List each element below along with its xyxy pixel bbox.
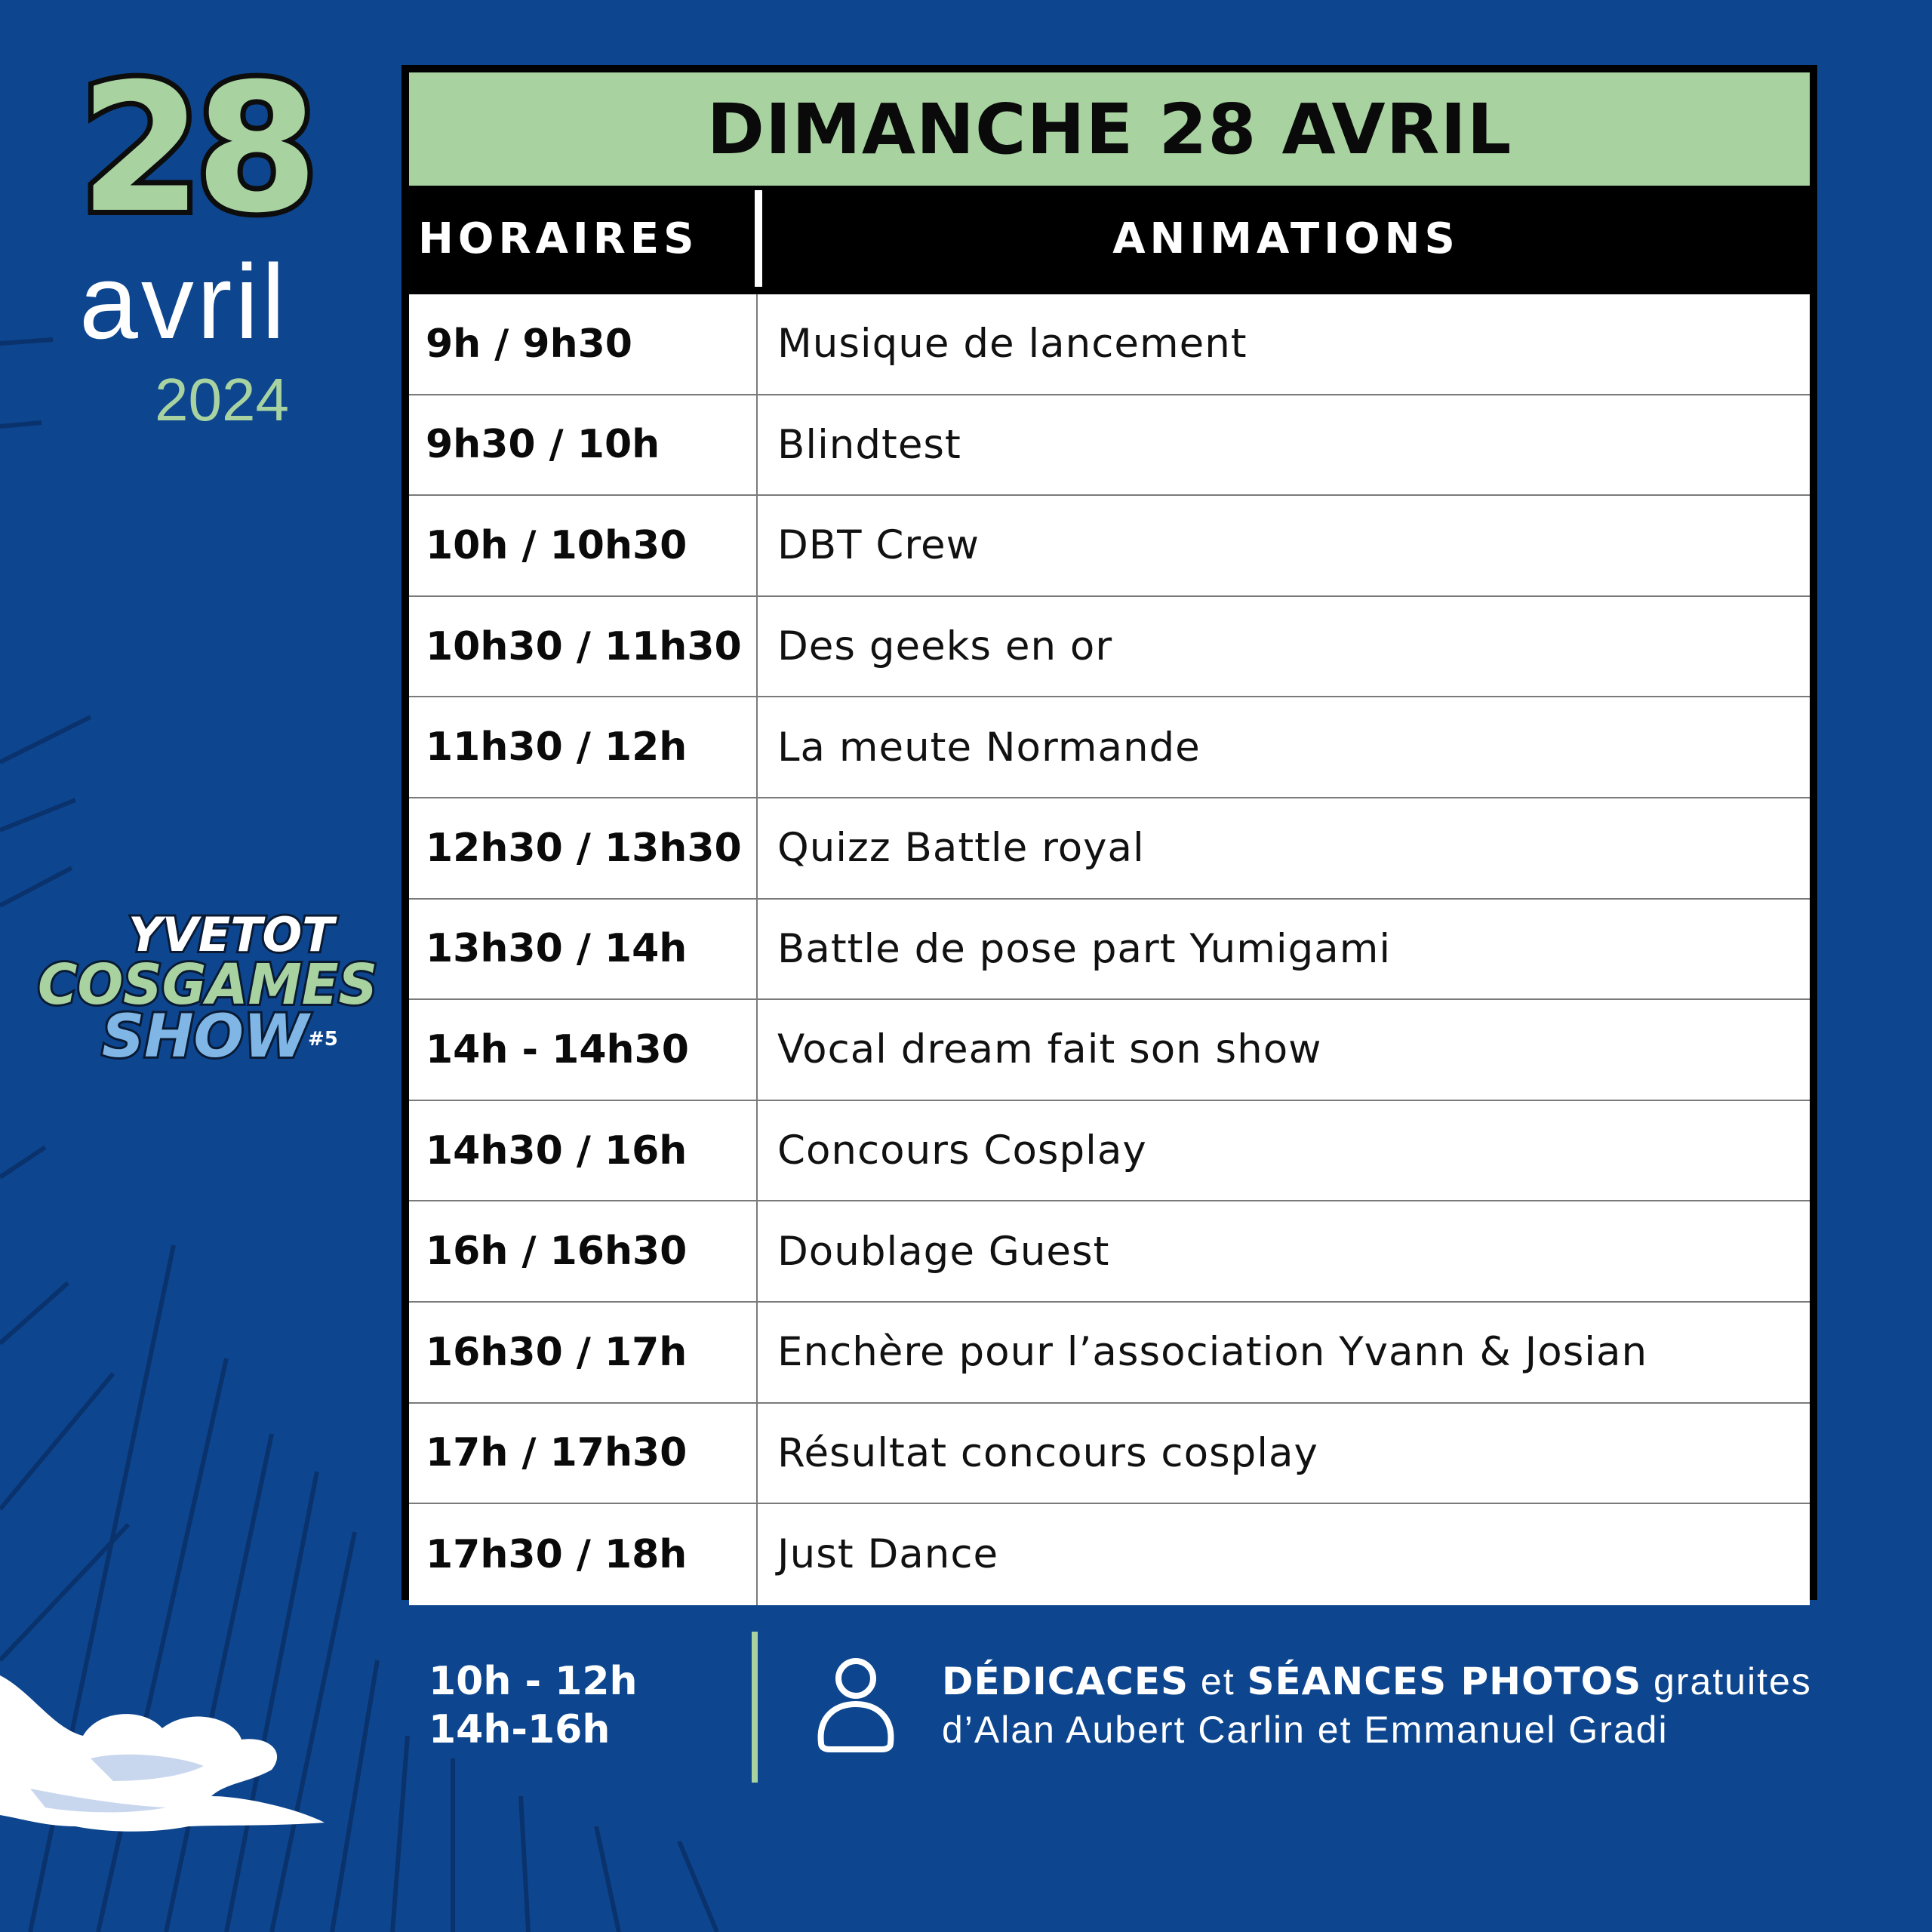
table-row	[409, 1000, 1810, 1101]
activity-cell: Blindtest	[777, 421, 961, 468]
activity-cell: Des geeks en or	[777, 623, 1113, 670]
signing-description	[942, 1657, 1812, 1754]
signing-highlight-2: SÉANCES PHOTOS	[1247, 1660, 1642, 1703]
signing-suffix: gratuites	[1641, 1660, 1812, 1703]
time-cell: 10h / 10h30	[409, 496, 758, 595]
schedule-title-bar	[409, 72, 1810, 186]
table-row	[409, 900, 1810, 1001]
schedule-title: DIMANCHE 28 AVRIL	[706, 88, 1512, 170]
signing-time-afternoon: 14h-16h	[429, 1707, 611, 1752]
time-cell: 13h30 / 14h	[409, 900, 758, 999]
time-cell: 9h30 / 10h	[409, 395, 758, 495]
header-activities: ANIMATIONS	[1112, 214, 1460, 263]
logo-edition: #5	[308, 1028, 338, 1051]
date-year: 2024	[155, 366, 289, 433]
table-row	[409, 294, 1810, 395]
activity-cell: Doublage Guest	[777, 1228, 1110, 1275]
cosgames-show-logo	[30, 894, 385, 1068]
time-cell: 14h - 14h30	[409, 1000, 758, 1100]
time-cell: 10h30 / 11h30	[409, 597, 758, 697]
time-cell: 9h / 9h30	[409, 294, 758, 394]
activity-cell: Battle de pose part Yumigami	[777, 925, 1392, 972]
footer-divider	[752, 1632, 758, 1783]
activity-cell: Quizz Battle royal	[777, 825, 1145, 872]
activity-cell: Enchère pour l’association Yvann & Josian	[777, 1329, 1648, 1376]
table-row	[409, 1101, 1810, 1202]
activity-cell: Musique de lancement	[777, 321, 1247, 368]
time-cell: 17h / 17h30	[409, 1404, 758, 1503]
activity-cell: Just Dance	[777, 1531, 999, 1578]
table-row	[409, 798, 1810, 900]
table-row	[409, 1201, 1810, 1303]
activity-cell: Concours Cosplay	[777, 1128, 1147, 1174]
time-cell: 17h30 / 18h	[409, 1504, 758, 1605]
header-times-cell	[409, 190, 750, 287]
table-row	[409, 697, 1810, 798]
table-row	[409, 1303, 1810, 1404]
signing-time-morning: 10h - 12h	[429, 1659, 638, 1704]
table-row	[409, 1404, 1810, 1505]
signing-line2: d’Alan Aubert Carlin et Emmanuel Gradi	[942, 1709, 1669, 1751]
time-cell: 14h30 / 16h	[409, 1101, 758, 1201]
table-row	[409, 496, 1810, 597]
date-day: 28	[79, 46, 312, 252]
signing-line1	[942, 1657, 1812, 1706]
table-row	[409, 1504, 1810, 1605]
signing-highlight-1: DÉDICACES	[942, 1660, 1189, 1703]
activity-cell: DBT Crew	[777, 522, 980, 569]
logo-line3: SHOW	[102, 1003, 309, 1068]
time-cell: 16h / 16h30	[409, 1201, 758, 1301]
signing-times	[429, 1657, 638, 1754]
header-activities-cell	[762, 190, 1810, 287]
time-cell: 11h30 / 12h	[409, 697, 758, 797]
header-times: HORAIRES	[418, 214, 699, 263]
table-row	[409, 395, 1810, 497]
logo-line1: YVETOT	[128, 907, 334, 962]
table-row	[409, 597, 1810, 698]
activity-cell: La meute Normande	[777, 724, 1201, 771]
table-body	[409, 294, 1810, 1605]
header-divider	[755, 190, 762, 287]
time-cell: 12h30 / 13h30	[409, 798, 758, 898]
signing-connector: et	[1189, 1660, 1247, 1703]
schedule-table	[401, 65, 1817, 1600]
person-icon	[814, 1654, 898, 1752]
activity-cell: Résultat concours cosplay	[777, 1429, 1318, 1476]
time-cell: 16h30 / 17h	[409, 1303, 758, 1402]
table-header	[409, 190, 1810, 287]
activity-cell: Vocal dream fait son show	[777, 1026, 1322, 1073]
logo-line2: COSGAMES	[38, 952, 377, 1017]
cloud-illustration	[0, 1675, 325, 1832]
date-month: avril	[79, 242, 288, 361]
